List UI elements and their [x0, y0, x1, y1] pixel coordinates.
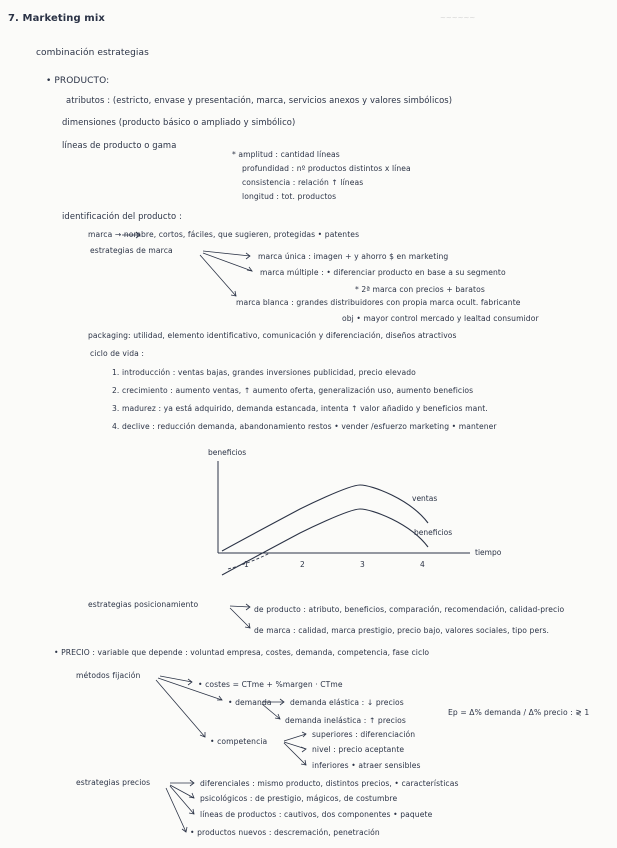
costes-line: • costes = CTme + %margen · CTme [198, 680, 343, 689]
fase-2-line: 2. crecimiento : aumento ventas, ↑ aumento oferta, generalización uso, aumento beneficios [112, 386, 474, 395]
demanda-elastica: demanda elástica : ↓ precios [290, 698, 404, 707]
precio-heading: • PRECIO : variable que depende : voluntad empresa, costes, demanda, competencia, fase ciclo [54, 648, 430, 657]
amplitud-line: * amplitud : cantidad líneas [232, 150, 340, 159]
precios-diferenciales: diferenciales : mismo producto, distintos precios, • características [200, 779, 459, 788]
posicionamiento-marca: de marca : calidad, marca prestigio, precio bajo, valores sociales, tipo pers. [254, 626, 550, 635]
marca-line: marca → nombre, cortos, fáciles, que sugieren, protegidas • patentes [88, 230, 360, 239]
precios-psicologicos: psicológicos : de prestigio, mágicos, de costumbre [200, 794, 398, 803]
estrategias-precios-label: estrategias precios [76, 778, 151, 787]
fase-4-line: 4. declive : reducción demanda, abandonamiento restos • vender /esfuerzo marketing • mantener [112, 422, 497, 431]
series-label-beneficios: beneficios [414, 528, 453, 537]
marca-blanca-line: marca blanca : grandes distribuidores con propia marca ocult. fabricante [236, 298, 521, 307]
profundidad-line: profundidad : nº productos distintos x línea [242, 164, 411, 173]
x-tick-label: 4 [420, 560, 425, 569]
x-tick-label: 1 [244, 560, 249, 569]
atributos-line: atributos : (estricto, envase y presentación, marca, servicios anexos y valores simbólicos) [66, 95, 453, 105]
x-tick-label: 3 [360, 560, 365, 569]
metodos-label: métodos fijación [76, 671, 141, 680]
consistencia-line: consistencia : relación ↑ líneas [242, 178, 364, 187]
posicionamiento-producto: de producto : atributo, beneficios, comparación, recomendación, calidad-precio [254, 605, 565, 614]
dimensiones-line: dimensiones (producto básico o ampliado y simbólico) [62, 117, 296, 127]
elasticidad-formula: Ep = Δ% demanda / Δ% precio : ≷ 1 [448, 708, 590, 717]
precios-lineas: líneas de productos : cautivos, dos componentes • paquete [200, 810, 433, 819]
demanda-inelastica: demanda inelástica : ↑ precios [285, 716, 406, 725]
fase-3-line: 3. madurez : ya está adquirido, demanda estancada, intenta ↑ valor añadido y beneficios mant. [112, 404, 488, 413]
competencia-inferiores: inferiores • atraer sensibles [312, 761, 421, 770]
estrategias-marca-label: estrategias de marca [90, 246, 173, 255]
longitud-line: longitud : tot. productos [242, 192, 337, 201]
posicionamiento-label: estrategias posicionamiento [88, 600, 199, 609]
bleed-through-text: ~~~~~~ [440, 14, 476, 22]
competencia-label: • competencia [210, 737, 268, 746]
packaging-line: packaging: utilidad, elemento identificativo, comunicación y diferenciación, diseños atractivos [88, 331, 457, 340]
x-tick-label: 2 [300, 560, 305, 569]
ciclo-label: ciclo de vida : [90, 349, 145, 358]
marca-blanca-2-line: obj • mayor control mercado y lealtad consumidor [342, 314, 539, 323]
competencia-nivel: nivel : precio aceptante [312, 745, 405, 754]
producto-heading: • PRODUCTO: [46, 76, 110, 86]
identificacion-line: identificación del producto : [62, 211, 182, 221]
competencia-superiores: superiores : diferenciación [312, 730, 416, 739]
marca-multiple-line: marca múltiple : • diferenciar producto en base a su segmento [260, 268, 506, 277]
marca-multiple-2-line: * 2ª marca con precios + baratos [355, 285, 485, 294]
page-title: 7. Marketing mix [8, 13, 105, 24]
precios-nuevos: • productos nuevos : descremación, penetración [190, 828, 380, 837]
chart-xlabel: tiempo [475, 548, 502, 557]
series-label-ventas: ventas [412, 494, 438, 503]
lineas-line: líneas de producto o gama [62, 140, 177, 150]
marca-unica-line: marca única : imagen + y ahorro $ en marketing [258, 252, 449, 261]
fase-1-line: 1. introducción : ventas bajas, grandes inversiones publicidad, precio elevado [112, 368, 416, 377]
section-subtitle: combinación estrategias [36, 48, 149, 58]
chart-ylabel: beneficios [208, 448, 247, 457]
demanda-label: • demanda [228, 698, 272, 707]
